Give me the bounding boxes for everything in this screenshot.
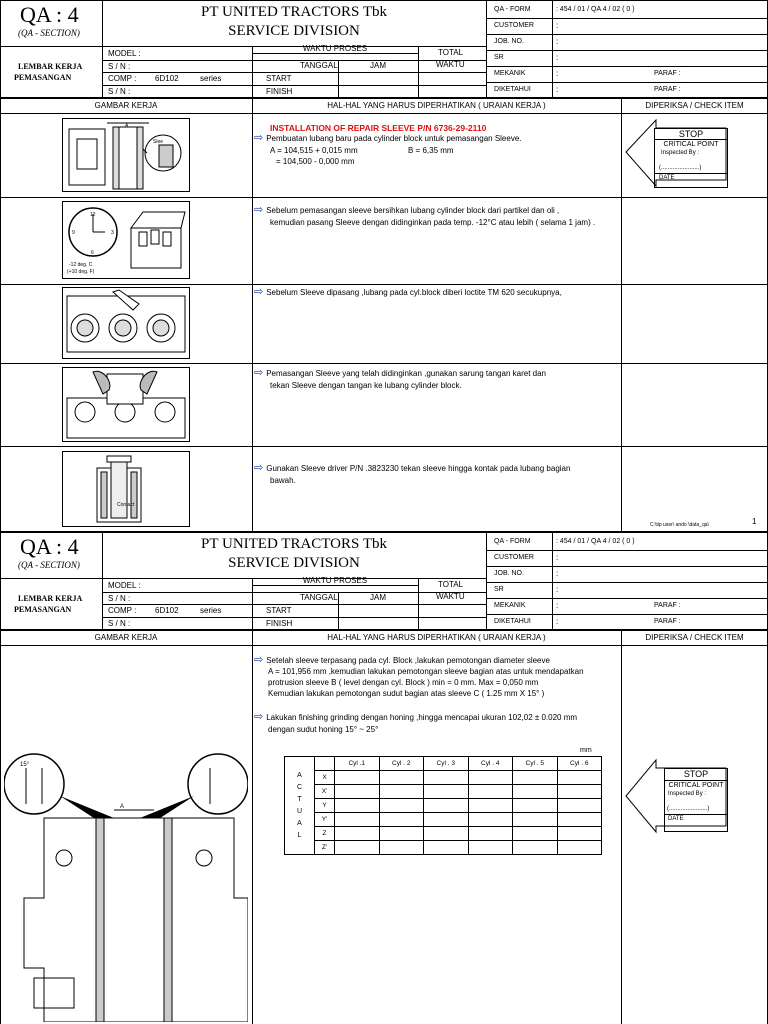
sr-colon: :	[556, 585, 559, 594]
comp-value: 6D102	[155, 74, 179, 83]
row-label-z-prime: Z'	[315, 841, 335, 855]
measurement-cell[interactable]	[424, 827, 469, 841]
waktu-label: WAKTU	[436, 60, 465, 69]
customer-colon: :	[556, 21, 559, 30]
qa-title: QA : 4	[20, 2, 79, 27]
measurement-cell[interactable]	[468, 827, 513, 841]
comp-field: COMP :	[108, 606, 137, 615]
check-item-header: DIPERIKSA / CHECK ITEM	[645, 633, 744, 642]
step-4	[254, 368, 546, 379]
diketahui-label: DIKETAHUI	[494, 86, 531, 93]
mekanik-label: MEKANIK	[494, 602, 526, 609]
measurement-cell[interactable]	[557, 799, 602, 813]
step-2-line-1: Sebelum pemasangan sleeve bersihkan lubang cylinder block dari partikel dan oli ,	[266, 206, 560, 215]
mekanik-colon: :	[556, 69, 559, 78]
waktu-proses-label: WAKTU PROSES	[302, 576, 368, 585]
sn2-field: S / N :	[108, 87, 131, 96]
sr-label: SR	[494, 586, 504, 593]
table-row	[285, 771, 602, 785]
row-label-x-prime: X'	[315, 785, 335, 799]
step-4-line-2: tekan Sleeve dengan tangan ke lubang cylinder block.	[270, 381, 462, 390]
cyl-header-6: Cyl . 6	[557, 757, 602, 771]
lembar-kerja-label: LEMBAR KERJA	[18, 62, 83, 71]
page-number: 1	[752, 517, 757, 526]
stop-critical-point-box	[654, 128, 728, 188]
step-2	[254, 205, 559, 216]
measurement-cell[interactable]	[424, 771, 469, 785]
start-label: START	[266, 606, 292, 615]
measurement-cell[interactable]	[468, 813, 513, 827]
row-label-y: Y	[315, 799, 335, 813]
measurement-cell[interactable]	[424, 799, 469, 813]
measurement-cell[interactable]	[557, 785, 602, 799]
comp-series: series	[200, 606, 222, 615]
sr-label: SR	[494, 54, 504, 61]
mekanik-label: MEKANIK	[494, 70, 526, 77]
measurement-cell[interactable]	[335, 813, 380, 827]
svg-text:3: 3	[111, 230, 114, 236]
cyl-header-2: Cyl . 2	[379, 757, 424, 771]
gambar-kerja-header: GAMBAR KERJA	[94, 633, 158, 642]
sr-colon: :	[556, 53, 559, 62]
measurement-cell[interactable]	[468, 785, 513, 799]
customer-label: CUSTOMER	[494, 554, 534, 561]
check-item-header: DIPERIKSA / CHECK ITEM	[645, 101, 744, 110]
stop-label: STOP	[665, 769, 727, 781]
model-field: MODEL :	[108, 581, 141, 590]
svg-text:6: 6	[91, 250, 94, 256]
jam-label: JAM	[370, 593, 386, 602]
measurement-cell[interactable]	[379, 785, 424, 799]
step-7	[254, 712, 577, 723]
qa-form-label: QA - FORM	[494, 6, 531, 13]
cyl-header-3: Cyl . 3	[424, 757, 469, 771]
row-label-x: X	[315, 771, 335, 785]
measurement-table	[284, 756, 602, 855]
cyl-header-1: Cyl .1	[335, 757, 380, 771]
table-row	[285, 799, 602, 813]
company-name: PT UNITED TRACTORS Tbk	[201, 4, 387, 20]
comp-field: COMP :	[108, 74, 137, 83]
measurement-cell[interactable]	[513, 799, 558, 813]
corner-cell	[315, 757, 335, 771]
svg-text:12: 12	[90, 212, 96, 218]
measurement-cell[interactable]	[335, 841, 380, 855]
step-4-line-1: Pemasangan Sleeve yang telah didinginkan ,gunakan sarung tangan karet dan	[266, 369, 546, 378]
measurement-cell[interactable]	[379, 813, 424, 827]
arrow-icon: ⇨	[254, 462, 264, 474]
actual-label-cell	[285, 757, 315, 855]
comp-value: 6D102	[155, 606, 179, 615]
step-6-line-1: Setelah sleeve terpasang pada cyl. Block ,lakukan pemotongan diameter sleeve	[266, 656, 550, 665]
step-3	[254, 287, 562, 298]
diketahui-label: DIKETAHUI	[494, 618, 531, 625]
arrow-icon: ⇨	[254, 132, 264, 144]
sleeve-label: Slee	[153, 139, 164, 145]
table-row	[285, 785, 602, 799]
qa-form-value: : 454 / 01 / QA 4 / 02 ( 0 )	[556, 538, 635, 545]
jam-label: JAM	[370, 61, 386, 70]
qa-form-label: QA - FORM	[494, 538, 531, 545]
measurement-cell[interactable]	[335, 827, 380, 841]
actual-letter: U	[296, 807, 303, 815]
step-1-line-2b: B = 6,35 mm	[408, 146, 454, 155]
customer-label: CUSTOMER	[494, 22, 534, 29]
cyl-header-4: Cyl . 4	[468, 757, 513, 771]
step-2-line-2: kemudian pasang Sleeve dengan didinginkan pada temp. -12°C atau lebih ( selama 1 jam) .	[270, 218, 596, 227]
start-label: START	[266, 74, 292, 83]
step-5-line-2: bawah.	[270, 476, 296, 485]
stop-label: STOP	[655, 129, 727, 140]
step-5	[254, 463, 570, 474]
mekanik-paraf: PARAF :	[654, 70, 681, 77]
svg-text:A: A	[125, 123, 129, 129]
svg-text:15°: 15°	[20, 762, 30, 768]
step-6-line-2: A = 101,956 mm ,kemudian lakukan pemotongan sleeve bagian atas untuk mendapatkan	[268, 667, 584, 676]
measurement-cell[interactable]	[424, 841, 469, 855]
inspected-by-label: Inspected By :	[661, 150, 700, 156]
arrow-icon: ⇨	[254, 654, 264, 666]
inspected-by-label: Inspected By :	[668, 791, 707, 797]
temp-label-f: (+10 deg. F)	[67, 269, 95, 275]
measurement-cell[interactable]	[513, 813, 558, 827]
step-6	[254, 655, 550, 666]
comp-series: series	[200, 74, 222, 83]
mekanik-paraf: PARAF :	[654, 602, 681, 609]
measurement-cell[interactable]	[379, 827, 424, 841]
waktu-proses-label: WAKTU PROSES	[302, 44, 368, 53]
freezer-clock-diagram	[62, 201, 190, 279]
qa-form-value: : 454 / 01 / QA 4 / 02 ( 0 )	[556, 6, 635, 13]
division-name: SERVICE DIVISION	[228, 23, 360, 39]
svg-text:A: A	[120, 804, 125, 810]
measurement-cell[interactable]	[379, 799, 424, 813]
measurement-cell[interactable]	[557, 813, 602, 827]
mm-unit: mm	[580, 747, 592, 754]
step-6-line-4: Kemudian lakukan pemotongan sudut bagian atas sleeve C ( 1.25 mm X 15° )	[268, 689, 545, 698]
table-row	[285, 813, 602, 827]
job-no-colon: :	[556, 37, 559, 46]
finish-label: FINISH	[266, 619, 293, 628]
measurement-cell[interactable]	[468, 799, 513, 813]
division-name: SERVICE DIVISION	[228, 555, 360, 571]
step-7-line-2: dengan sudut honing 15° ~ 25°	[268, 725, 379, 734]
measurement-cell[interactable]	[335, 799, 380, 813]
measurement-cell[interactable]	[468, 841, 513, 855]
pemasangan-label: PEMASANGAN	[14, 73, 72, 82]
company-name: PT UNITED TRACTORS Tbk	[201, 536, 387, 552]
measurement-cell[interactable]	[513, 785, 558, 799]
sleeve-driver-diagram	[62, 451, 190, 527]
tanggal-label: TANGGAL	[300, 61, 338, 70]
mekanik-colon: :	[556, 601, 559, 610]
loctite-application-diagram	[62, 287, 190, 359]
worksheet-page-2	[0, 532, 768, 1024]
measurement-cell[interactable]	[513, 771, 558, 785]
measurement-cell[interactable]	[513, 827, 558, 841]
sleeve-machining-diagram	[4, 748, 248, 1022]
finish-label: FINISH	[266, 87, 293, 96]
gambar-kerja-header: GAMBAR KERJA	[94, 101, 158, 110]
stop-critical-point-box	[664, 768, 728, 832]
actual-letter: C	[296, 783, 303, 791]
job-no-colon: :	[556, 569, 559, 578]
actual-letter: L	[297, 831, 302, 839]
measurement-cell[interactable]	[557, 771, 602, 785]
sn-field: S / N :	[108, 594, 131, 603]
measurement-cell[interactable]	[468, 771, 513, 785]
lembar-kerja-label: LEMBAR KERJA	[18, 594, 83, 603]
measurement-cell[interactable]	[513, 841, 558, 855]
waktu-label: WAKTU	[436, 592, 465, 601]
qa-section: (QA - SECTION)	[18, 28, 80, 38]
footer-path: C:\tip user\ ando \data_qa\	[650, 522, 709, 528]
diketahui-paraf: PARAF :	[654, 618, 681, 625]
measurement-cell[interactable]	[557, 841, 602, 855]
date-label: DATE	[655, 173, 727, 183]
measurement-cell[interactable]	[335, 785, 380, 799]
total-label: TOTAL	[438, 580, 464, 589]
contact-label: Contact	[117, 502, 135, 508]
row-label-z: Z	[315, 827, 335, 841]
arrow-icon: ⇨	[254, 204, 264, 216]
uraian-kerja-header: HAL-HAL YANG HARUS DIPERHATIKAN ( URAIAN KERJA )	[327, 101, 546, 110]
total-label: TOTAL	[438, 48, 464, 57]
customer-colon: :	[556, 553, 559, 562]
job-no-label: JOB. NO.	[494, 38, 524, 45]
qa-title: QA : 4	[20, 534, 79, 559]
svg-text:9: 9	[72, 230, 75, 236]
arrow-icon: ⇨	[254, 711, 264, 723]
diketahui-colon: :	[556, 617, 559, 626]
sleeve-bore-diagram	[62, 118, 190, 192]
actual-letter: A	[297, 771, 302, 779]
step-7-line-1: Lakukan finishing grinding dengan honing ,hingga mencapai ukuran 102,02 ± 0.020 mm	[266, 713, 578, 722]
inspector-signature-line: (.......................)	[659, 165, 702, 171]
pemasangan-label: PEMASANGAN	[14, 605, 72, 614]
uraian-kerja-header: HAL-HAL YANG HARUS DIPERHATIKAN ( URAIAN KERJA )	[327, 633, 546, 642]
qa-section: (QA - SECTION)	[18, 560, 80, 570]
measurement-cell[interactable]	[424, 785, 469, 799]
actual-letter: T	[297, 795, 302, 803]
cyl-header-5: Cyl . 5	[513, 757, 558, 771]
measurement-cell[interactable]	[379, 841, 424, 855]
temp-label-c: -12 deg. C	[69, 262, 93, 268]
install-title: INSTALLATION OF REPAIR SLEEVE P/N 6736-29-2110	[270, 123, 487, 133]
tanggal-label: TANGGAL	[300, 593, 338, 602]
sn-field: S / N :	[108, 62, 131, 71]
measurement-cell[interactable]	[379, 771, 424, 785]
step-1-line-3: = 104,500 - 0,000 mm	[276, 157, 355, 166]
critical-point-label: CRITICAL POINT	[663, 141, 719, 148]
step-1-line-1: Pembuatan lubang baru pada cylinder block untuk pemasangan Sleeve.	[266, 134, 522, 143]
measurement-cell[interactable]	[424, 813, 469, 827]
inspector-signature-line: (.......................)	[667, 806, 710, 812]
job-no-label: JOB. NO.	[494, 570, 524, 577]
model-field: MODEL :	[108, 49, 141, 58]
arrow-icon: ⇨	[254, 367, 264, 379]
measurement-cell[interactable]	[557, 827, 602, 841]
diketahui-colon: :	[556, 85, 559, 94]
step-1	[254, 133, 522, 144]
actual-letter: A	[297, 819, 302, 827]
step-1-line-2: A = 104,515 + 0,015 mm	[270, 146, 358, 155]
critical-point-label: CRITICAL POINT	[668, 782, 724, 789]
table-row	[285, 827, 602, 841]
date-label: DATE	[665, 814, 727, 824]
step-5-line-1: Gunakan Sleeve driver P/N .3823230 tekan sleeve hingga kontak pada lubang bagian	[266, 464, 571, 473]
step-3-line-1: Sebelum Sleeve dipasang ,lubang pada cyl.block diberi loctite TM 620 secukupnya,	[266, 288, 562, 297]
sn2-field: S / N :	[108, 619, 131, 628]
row-label-y-prime: Y'	[315, 813, 335, 827]
arrow-icon: ⇨	[254, 286, 264, 298]
step-6-line-3: protrusion sleeve B ( level dengan cyl. Block ) min = 0 mm. Max = 0,050 mm	[268, 678, 539, 687]
sleeve-press-by-hand-diagram	[62, 367, 190, 442]
diketahui-paraf: PARAF :	[654, 86, 681, 93]
table-row	[285, 841, 602, 855]
measurement-cell[interactable]	[335, 771, 380, 785]
